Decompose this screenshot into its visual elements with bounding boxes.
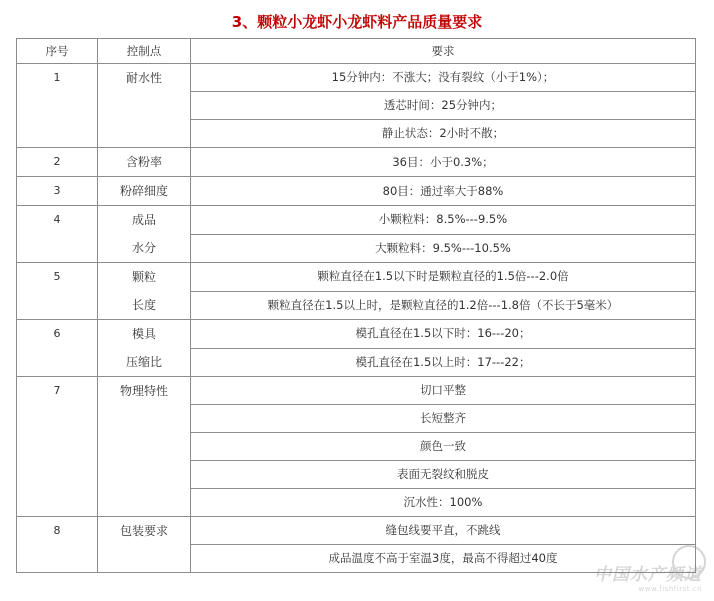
table-row xyxy=(17,148,696,177)
watermark-text: 中国水产频道 xyxy=(594,565,702,585)
table-row xyxy=(17,263,696,292)
requirement-cell: 长短整齐 xyxy=(191,405,696,433)
watermark-url: www.fishfirst.cn xyxy=(638,585,702,593)
control-point-label: 模具 xyxy=(131,327,156,341)
header-control-point: 控制点 xyxy=(98,39,191,64)
requirement-cell: 沉水性：100% xyxy=(191,489,696,517)
table-row xyxy=(17,517,696,545)
control-point-cell xyxy=(98,206,191,263)
requirement-cell: 15分钟内：不涨大；没有裂纹（小于1%）； xyxy=(191,64,696,92)
control-point-label: 物理特性 xyxy=(119,384,168,398)
requirement-cell: 表面无裂纹和脱皮 xyxy=(191,461,696,489)
requirement-cell: 80目：通过率大于88% xyxy=(191,177,696,206)
control-point-cell xyxy=(98,148,191,177)
page-title: 3、颗粒小龙虾小龙虾料产品质量要求 xyxy=(231,13,483,31)
globe-icon xyxy=(672,545,706,579)
table-row xyxy=(17,64,696,92)
row-number xyxy=(17,177,98,206)
control-point-label: 粉碎细度 xyxy=(119,184,168,198)
table-header-row xyxy=(17,39,696,64)
requirement-cell: 模孔直径在1.5以上时：17---22； xyxy=(191,348,696,377)
header-no: 序号 xyxy=(17,39,98,64)
control-point-label: 含粉率 xyxy=(125,155,162,169)
row-number-text: 5 xyxy=(53,270,61,283)
requirement-cell: 模孔直径在1.5以下时：16---20； xyxy=(191,320,696,349)
row-number xyxy=(17,320,98,377)
table-row xyxy=(17,206,696,235)
row-number-text: 2 xyxy=(53,155,61,168)
table-row xyxy=(17,177,696,206)
table-row xyxy=(17,377,696,405)
requirement-cell: 颜色一致 xyxy=(191,433,696,461)
control-point-label: 颗粒 xyxy=(131,270,156,284)
row-number xyxy=(17,263,98,320)
requirement-cell: 透芯时间：25分钟内； xyxy=(191,92,696,120)
control-point-label: 成品 xyxy=(131,213,156,227)
requirement-cell: 切口平整 xyxy=(191,377,696,405)
row-number xyxy=(17,148,98,177)
requirement-cell: 颗粒直径在1.5以上时，是颗粒直径的1.2倍---1.8倍（不长于5毫米） xyxy=(191,291,696,320)
control-point-cell xyxy=(98,517,191,573)
requirement-cell: 大颗粒料：9.5%---10.5% xyxy=(191,234,696,263)
row-number-text: 7 xyxy=(53,384,61,397)
control-point-cell xyxy=(98,64,191,148)
row-number-text: 4 xyxy=(53,213,61,226)
row-number xyxy=(17,206,98,263)
control-point-cell xyxy=(98,177,191,206)
watermark-logo xyxy=(594,560,702,593)
control-point-cell xyxy=(98,263,191,320)
row-number xyxy=(17,64,98,148)
table-row xyxy=(17,320,696,349)
row-number-text: 3 xyxy=(53,184,61,197)
header-requirement: 要求 xyxy=(191,39,696,64)
quality-requirements-table xyxy=(16,38,696,573)
control-point-label: 包装要求 xyxy=(119,524,168,538)
row-number-text: 1 xyxy=(53,71,61,84)
row-number xyxy=(17,377,98,517)
requirement-cell: 成品温度不高于室温3度，最高不得超过40度 xyxy=(191,545,696,573)
control-point-label: 耐水性 xyxy=(125,71,162,85)
control-point-cell xyxy=(98,320,191,377)
requirement-cell: 36目：小于0.3%； xyxy=(191,148,696,177)
requirement-cell: 静止状态：2小时不散； xyxy=(191,120,696,148)
requirement-cell: 缝包线要平直，不跳线 xyxy=(191,517,696,545)
control-point-label: 压缩比 xyxy=(125,355,162,369)
control-point-label: 长度 xyxy=(131,298,156,312)
requirement-cell: 小颗粒料：8.5%---9.5% xyxy=(191,206,696,235)
requirement-cell: 颗粒直径在1.5以下时是颗粒直径的1.5倍---2.0倍 xyxy=(191,263,696,292)
row-number xyxy=(17,517,98,573)
row-number-text: 8 xyxy=(53,524,61,537)
table-body xyxy=(17,64,696,573)
control-point-cell xyxy=(98,377,191,517)
row-number-text: 6 xyxy=(53,327,61,340)
control-point-label: 水分 xyxy=(131,241,156,255)
